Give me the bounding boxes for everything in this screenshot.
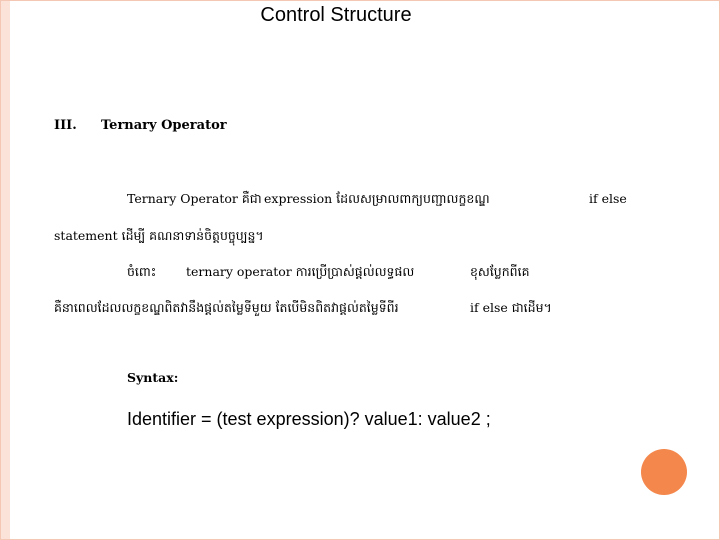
para4-part2: if else ជាដើម។ <box>470 300 552 315</box>
section-number: III. <box>54 118 77 133</box>
slide-title: Control Structure <box>260 4 412 26</box>
para4-part1: គឺនាពេលដែលលក្ខខណ្ឌពិតវានឹងផ្តល់តម្លៃទីមួយ តែបើមិនពិតវាផ្តល់តម្លៃទីពីរ <box>54 300 399 315</box>
accent-circle-icon <box>641 449 687 495</box>
section-title: Ternary Operator <box>101 118 227 133</box>
para1-part1: Ternary Operator គឺជា <box>127 191 262 206</box>
para1-part2: expression ដែលសម្រាលពាក្យបញ្ជាលក្ខខណ្ឌ <box>264 191 490 206</box>
syntax-code: Identifier = (test expression)? value1: value2 ; <box>127 409 491 429</box>
para3-part3: ខុសប្លែកពីគេ <box>470 264 530 279</box>
syntax-label: Syntax: <box>127 370 179 385</box>
para3-part2: ternary operator ការប្រើប្រាស់ផ្តល់លទ្ធផល <box>186 264 415 279</box>
para1-part3: if else <box>589 191 627 206</box>
para2: statement ដើម្បី គណនាទាន់ចិត្តបច្ចុប្បន្ន។ <box>54 228 264 243</box>
para3-part1: ចំពោះ <box>127 264 157 279</box>
